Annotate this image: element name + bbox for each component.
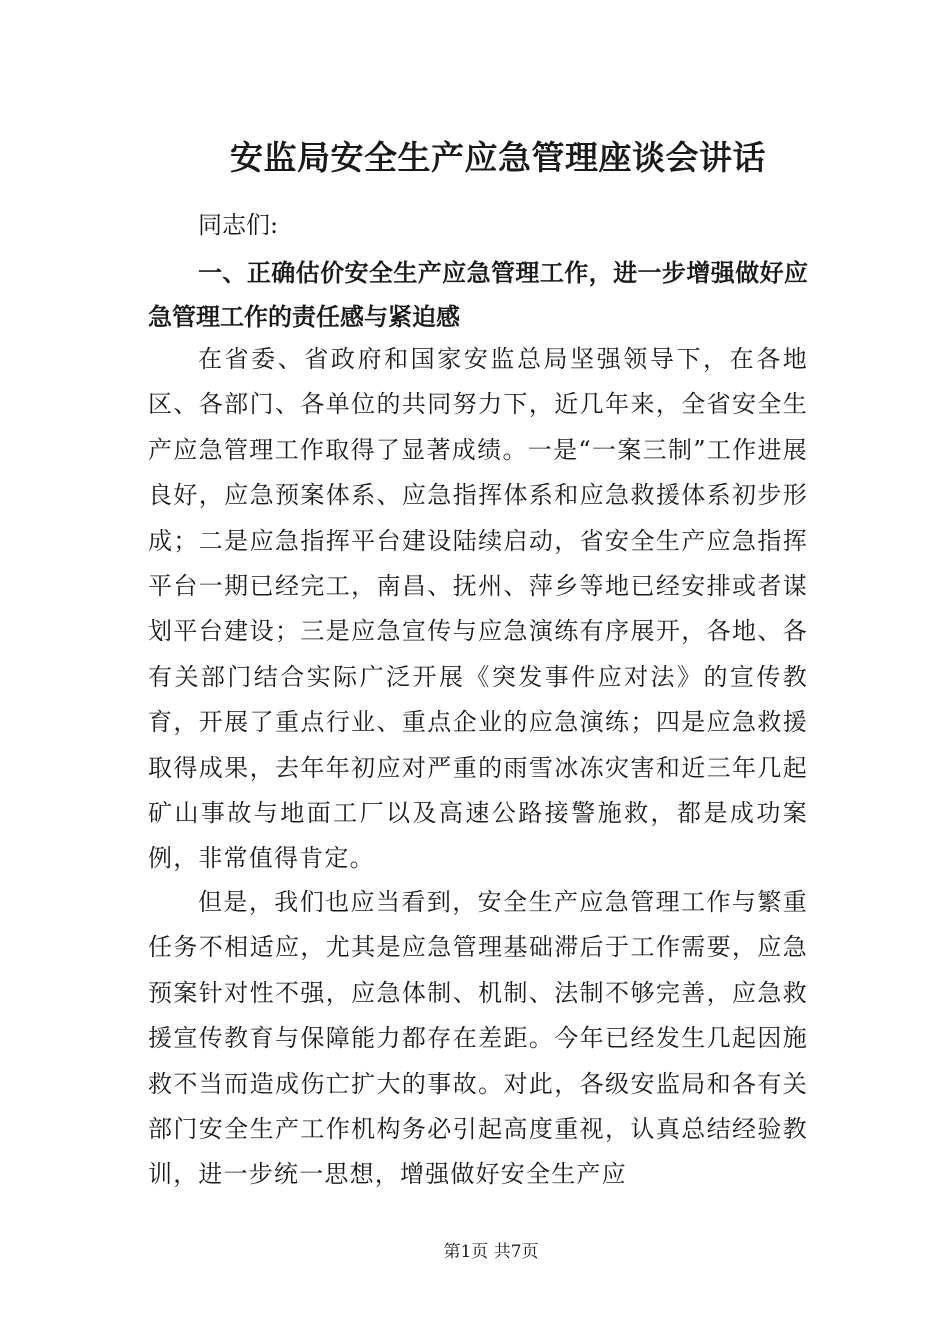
body-paragraph: 但是，我们也应当看到，安全生产应急管理工作与繁重任务不相适应，尤其是应急管理基础滞后于工作需要，应急预案针对性不强，应急体制、机制、法制不够完善，应急救援宣传教育与保障能力都存在差距。今年已经发生几起因施救不当而造成伤亡扩大的事故。对此，各级安监局和各有关部门安全生产工作机构务必引起高度重视，认真总结经验教训，进一步统一思想，增强做好安全生产应 (148, 888, 808, 1189)
section-heading: 一、正确估价安全生产应急管理工作，进一步增强做好应急管理工作的责任感与紧迫感 (148, 259, 808, 331)
salutation: 同志们: (198, 211, 279, 239)
document-title: 安监局安全生产应急管理座谈会讲话 (230, 138, 766, 177)
page-footer: 第1页 共7页 (443, 1242, 539, 1262)
body-paragraph: 在省委、省政府和国家安监总局坚强领导下，在各地区、各部门、各单位的共同努力下，近几年来，全省安全生产应急管理工作取得了显著成绩。一是“一案三制”工作进展良好，应急预案体系、应急指挥体系和应急救援体系初步形成；二是应急指挥平台建设陆续启动，省安全生产应急指挥平台一期已经完工，南昌、抚州、萍乡等地已经安排或者谋划平台建设；三是应急宣传与应急演练有序展开，各地、各有关部门结合实际广泛开展《突发事件应对法》的宣传教育，开展了重点行业、重点企业的应急演练；四是应急救援取得成果，去年年初应对严重的雨雪冰冻灾害和近三年几起矿山事故与地面工厂以及高速公路接警施救，都是成功案例，非常值得肯定。 (148, 345, 808, 873)
